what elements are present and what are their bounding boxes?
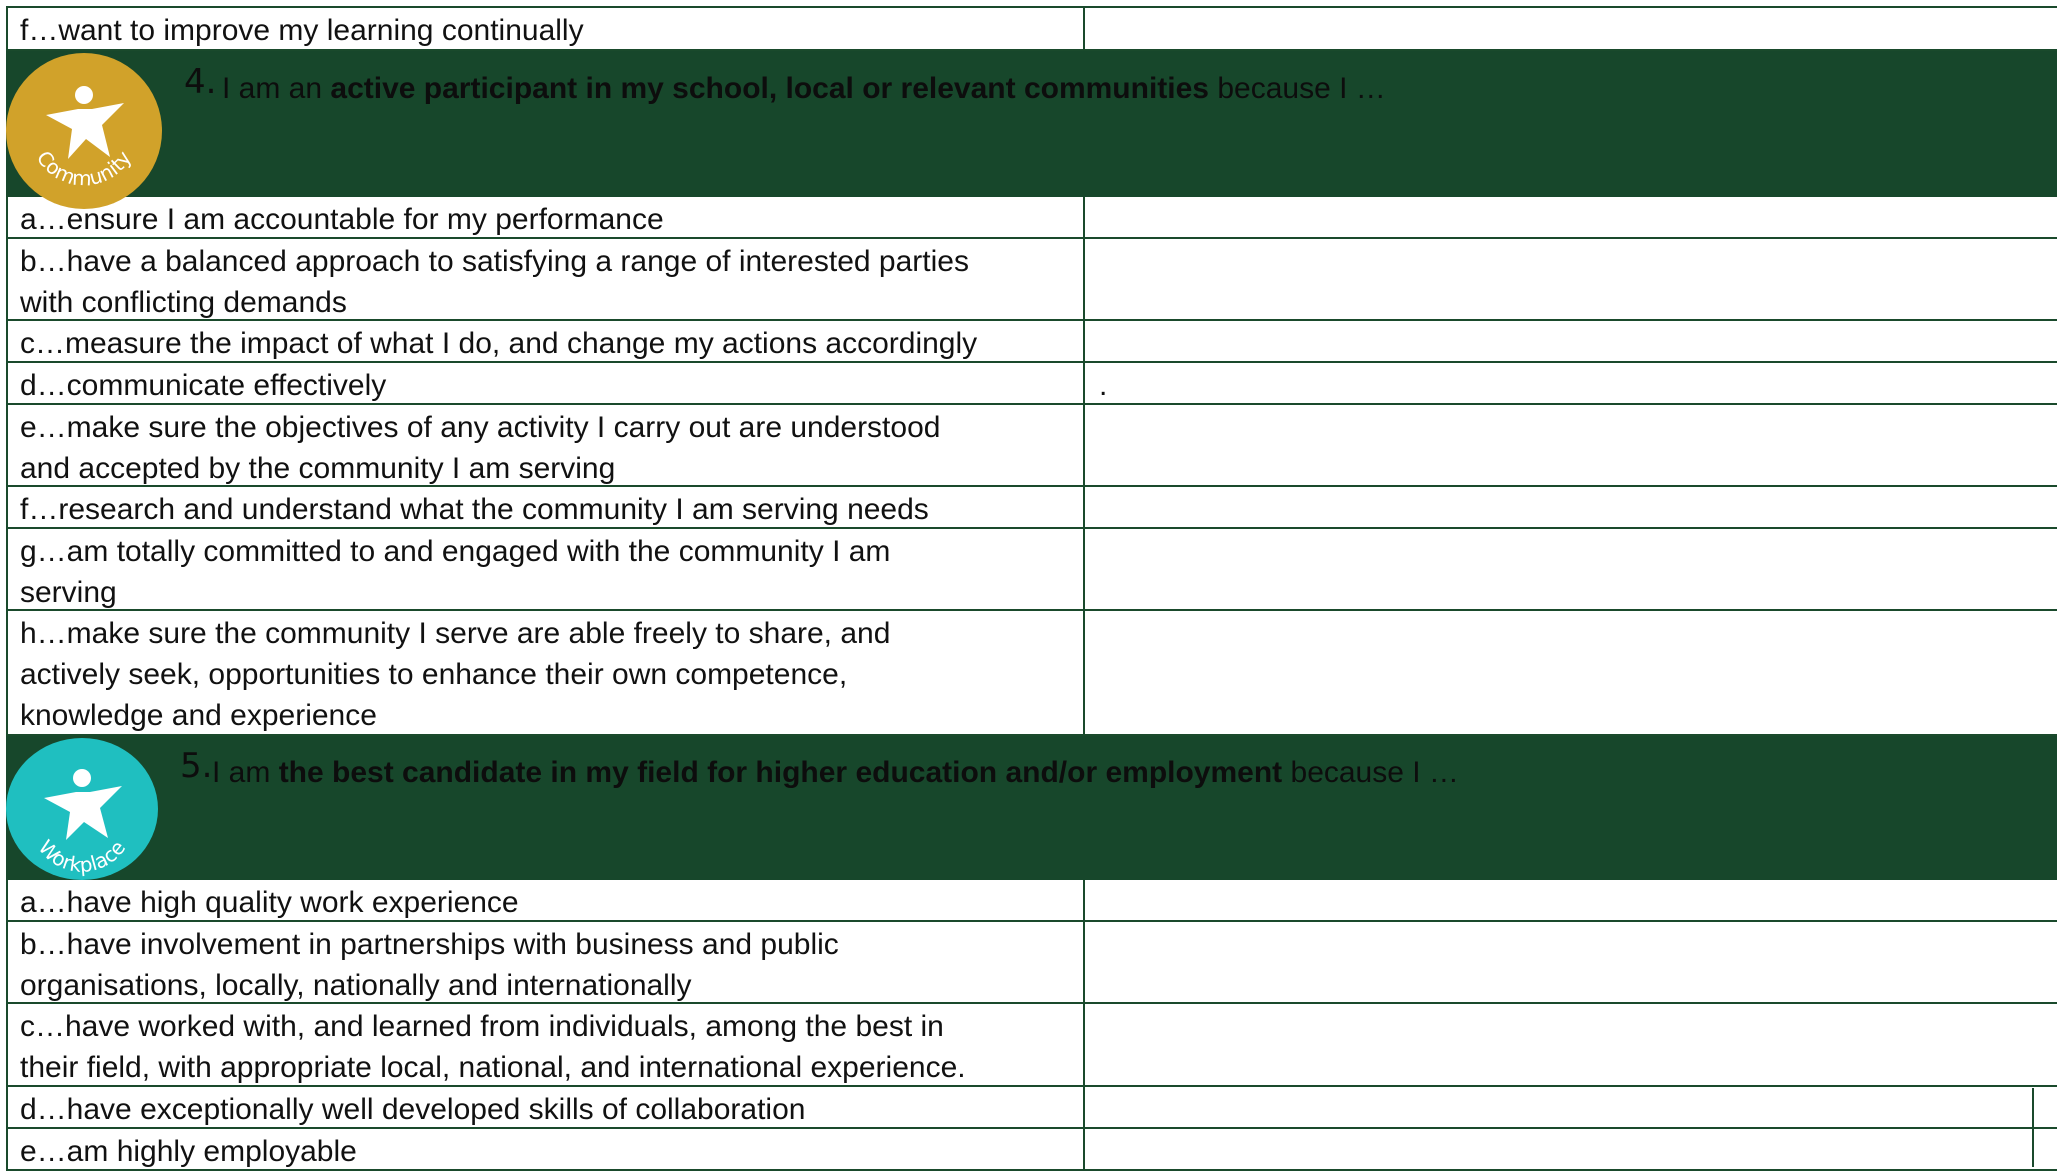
response-cell[interactable] <box>1085 8 2057 51</box>
section-4-heading: I am an active participant in my school, local or relevant communities because I … <box>222 72 1386 105</box>
statement-cell: f…research and understand what the community I am serving needs <box>6 487 1085 529</box>
table-row <box>6 1004 2057 1087</box>
table-row <box>6 8 2057 51</box>
workplace-badge-icon <box>6 738 158 880</box>
response-cell[interactable] <box>1085 529 2057 611</box>
section-5-number: 5. <box>180 746 213 786</box>
badge-label: Workplace <box>33 835 131 878</box>
table-row <box>6 405 2057 487</box>
community-badge-icon <box>6 53 162 209</box>
statement-cell: f…want to improve my learning continually <box>6 8 1085 51</box>
table-row <box>6 1087 2057 1129</box>
table-row <box>6 197 2057 239</box>
response-cell[interactable]: . <box>1085 363 2057 405</box>
statement-cell: b…have a balanced approach to satisfying a range of interested parties with conflicting demands <box>6 239 1085 321</box>
response-cell[interactable] <box>1085 1004 2057 1087</box>
statement-cell: d…communicate effectively <box>6 363 1085 405</box>
statement-cell: b…have involvement in partnerships with business and public organisations, locally, nationally and internationally <box>6 922 1085 1004</box>
statement-cell: e…make sure the objectives of any activity I carry out are understood and accepted by the community I am serving <box>6 405 1085 487</box>
table-row <box>6 611 2057 736</box>
response-cell[interactable] <box>1085 321 2057 363</box>
table-row <box>6 363 2057 405</box>
statement-cell: a…have high quality work experience <box>6 880 1085 922</box>
response-cell[interactable] <box>1085 239 2057 321</box>
response-cell[interactable] <box>1085 405 2057 487</box>
statement-cell: c…measure the impact of what I do, and change my actions accordingly <box>6 321 1085 363</box>
statement-cell: c…have worked with, and learned from individuals, among the best in their field, with appropriate local, national, and international experience. <box>6 1004 1085 1087</box>
response-cell[interactable] <box>1085 487 2057 529</box>
section-5-heading: I am the best candidate in my field for higher education and/or employment because I … <box>212 756 1459 789</box>
badge-label: Community <box>31 146 137 191</box>
statement-cell: e…am highly employable <box>6 1129 1085 1171</box>
statement-cell: g…am totally committed to and engaged with the community I am serving <box>6 529 1085 611</box>
response-cell[interactable] <box>1085 922 2057 1004</box>
response-cell[interactable] <box>1085 880 2057 922</box>
statement-cell: a…ensure I am accountable for my performance <box>6 197 1085 239</box>
table-border-line <box>2032 1088 2034 1167</box>
response-cell[interactable] <box>1085 197 2057 239</box>
section-4-number: 4. <box>184 62 217 102</box>
table-row <box>6 239 2057 321</box>
table-row <box>6 529 2057 611</box>
statement-cell: d…have exceptionally well developed skills of collaboration <box>6 1087 1085 1129</box>
table-row <box>6 1129 2057 1171</box>
response-cell[interactable] <box>1085 1129 2057 1171</box>
table-row <box>6 922 2057 1004</box>
statement-cell: h…make sure the community I serve are able freely to share, and actively seek, opportunities to enhance their own competence, knowledge and experience <box>6 611 1085 736</box>
table-row <box>6 487 2057 529</box>
response-cell[interactable] <box>1085 1087 2057 1129</box>
response-cell[interactable] <box>1085 611 2057 736</box>
table-row <box>6 880 2057 922</box>
table-row <box>6 321 2057 363</box>
